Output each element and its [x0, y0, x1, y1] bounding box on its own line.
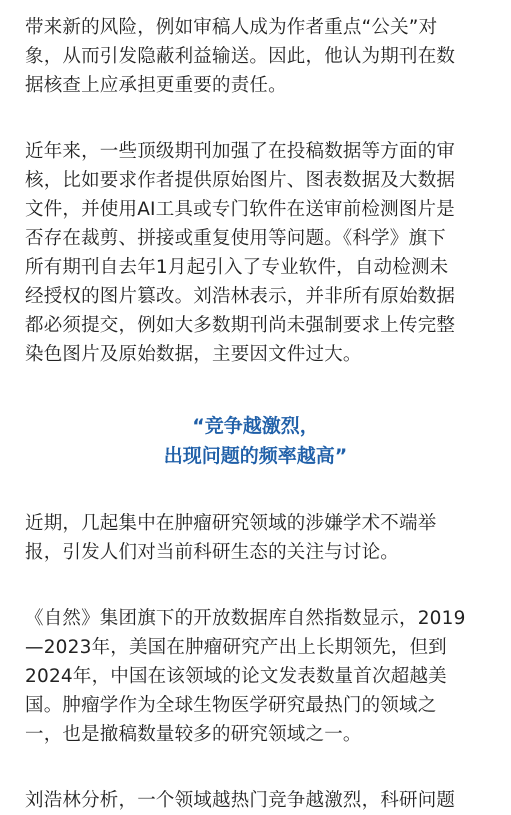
- paragraph-journal-checks: [0, 137, 511, 369]
- paragraph-recent-reports: [0, 509, 511, 567]
- text-line: 《自然》集团旗下的开放数据库自然指数显示，2019: [25, 608, 466, 629]
- text-line: 象，从而引发隐蔽利益输送。因此，他认为期刊在数: [25, 46, 456, 67]
- text-line: 一，也是撤稿数量较多的研究领域之一。: [25, 724, 362, 745]
- text-line: 都必须提交，例如大多数期刊尚未强制要求上传完整: [25, 315, 456, 336]
- text-line: 所有期刊自去年1月起引入了专业软件，自动检测未: [25, 257, 449, 278]
- heading-line: 出现问题的频率越高”: [163, 445, 348, 467]
- text-line: 据核查上应承担更重要的责任。: [25, 75, 287, 96]
- text-line: 核，比如要求作者提供原始图片、图表数据及大数据: [25, 170, 456, 191]
- text-line: 染色图片及原始数据，主要因文件过大。: [25, 344, 362, 365]
- section-heading: [0, 411, 511, 471]
- heading-line: “竞争越激烈，: [192, 415, 319, 437]
- paragraph-competition: [0, 786, 511, 815]
- text-line: —2023年，美国在肿瘤研究产出上长期领先，但到: [25, 637, 447, 658]
- text-line: 带来新的风险，例如审稿人成为作者重点“公关”对: [25, 17, 438, 38]
- text-line: 近期，几起集中在肿瘤研究领域的涉嫌学术不端举: [25, 513, 437, 534]
- text-line: 否存在裁剪、拼接或重复使用等问题。《科学》旗下: [25, 228, 446, 249]
- text-line: 刘浩林分析，一个领域越热门竞争越激烈，科研问题: [25, 790, 456, 811]
- text-line: 近年来，一些顶级期刊加强了在投稿数据等方面的审: [25, 141, 456, 162]
- paragraph-nature-index: [0, 604, 511, 749]
- text-line: 经授权的图片篡改。刘浩林表示，并非所有原始数据: [25, 286, 456, 307]
- text-line: 国。肿瘤学作为全球生物医学研究最热门的领域之: [25, 695, 437, 716]
- text-line: 文件，并使用AI工具或专门软件在送审前检测图片是: [25, 199, 455, 220]
- text-line: 报，引发人们对当前科研生态的关注与讨论。: [25, 542, 400, 563]
- paragraph-review-risk: [0, 13, 511, 100]
- text-line: 2024年，中国在该领域的论文发表数量首次超越美: [25, 666, 447, 687]
